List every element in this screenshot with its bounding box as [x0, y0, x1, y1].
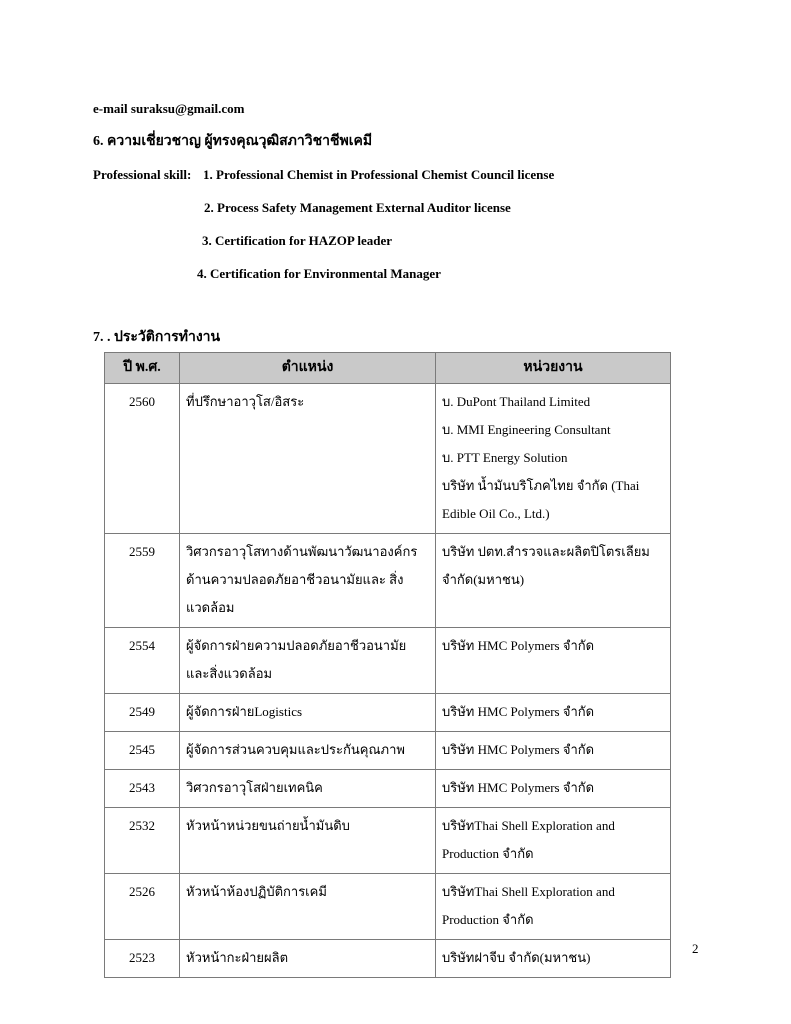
table-row — [105, 770, 671, 808]
section-6-title: 6. ความเชี่ยวชาญ ผู้ทรงคุณวุฒิสภาวิชาชีพเคมี — [93, 134, 373, 149]
organization-line: บริษัทThai Shell Exploration and Production จำกัด — [442, 818, 615, 861]
work-history-table — [104, 352, 671, 978]
organization-cell — [436, 808, 671, 874]
organization-cell — [436, 384, 671, 534]
header-organization: หน่วยงาน — [436, 353, 671, 384]
organization-line: Edible Oil Co., Ltd.) — [442, 506, 550, 521]
header-position: ตำแหน่ง — [180, 353, 436, 384]
year-cell: 2559 — [105, 534, 180, 628]
year-cell: 2543 — [105, 770, 180, 808]
organization-line: บริษัท HMC Polymers จำกัด — [442, 742, 595, 757]
organization-line: บ. DuPont Thailand Limited — [442, 394, 591, 409]
organization-line: บริษัทฝาจีบ จำกัด(มหาชน) — [442, 950, 591, 965]
year-cell: 2526 — [105, 874, 180, 940]
work-history-rows — [105, 384, 671, 978]
professional-skill-item: 1. Professional Chemist in Professional Chemist Council license — [203, 167, 555, 182]
section-7-title: 7. . ประวัติการทำงาน — [93, 330, 221, 345]
organization-line: บริษัท HMC Polymers จำกัด — [442, 638, 595, 653]
year-cell: 2523 — [105, 940, 180, 978]
position-cell: ผู้จัดการฝ่ายLogistics — [180, 694, 436, 732]
table-row — [105, 874, 671, 940]
table-row — [105, 808, 671, 874]
position-cell: หัวหน้าห้องปฏิบัติการเคมี — [180, 874, 436, 940]
organization-cell — [436, 534, 671, 628]
organization-line: บริษัท ปตท.สำรวจและผลิตปิโตรเลียม จำกัด(มหาชน) — [442, 544, 650, 587]
organization-cell — [436, 874, 671, 940]
organization-cell — [436, 694, 671, 732]
organization-cell — [436, 732, 671, 770]
position-cell: หัวหน้าหน่วยขนถ่ายน้ำมันดิบ — [180, 808, 436, 874]
position-cell: ผู้จัดการส่วนควบคุมและประกันคุณภาพ — [180, 732, 436, 770]
position-cell: หัวหน้ากะฝ่ายผลิต — [180, 940, 436, 978]
professional-skill-item: 3. Certification for HAZOP leader — [202, 233, 393, 248]
organization-line: บริษัท HMC Polymers จำกัด — [442, 704, 595, 719]
table-row — [105, 628, 671, 694]
professional-skill-item: 2. Process Safety Management External Auditor license — [204, 200, 511, 215]
email-line: e-mail suraksu@gmail.com — [93, 101, 245, 116]
professional-skill-item: 4. Certification for Environmental Manager — [197, 266, 441, 281]
year-cell: 2549 — [105, 694, 180, 732]
organization-cell — [436, 770, 671, 808]
year-cell: 2545 — [105, 732, 180, 770]
table-row — [105, 940, 671, 978]
position-cell: วิศวกรอาวุโสฝ่ายเทคนิค — [180, 770, 436, 808]
organization-line: บ. MMI Engineering Consultant — [442, 422, 611, 437]
year-cell: 2560 — [105, 384, 180, 534]
organization-line: บริษัท น้ำมันบริโภคไทย จำกัด (Thai — [442, 478, 640, 493]
table-row — [105, 732, 671, 770]
header-year: ปี พ.ศ. — [105, 353, 180, 384]
organization-line: บ. PTT Energy Solution — [442, 450, 568, 465]
position-cell: ผู้จัดการฝ่ายความปลอดภัยอาชีวอนามัย และสิ่งแวดล้อม — [180, 628, 436, 694]
table-row — [105, 534, 671, 628]
table-row — [105, 384, 671, 534]
professional-skill-label: Professional skill: — [93, 167, 192, 182]
organization-cell — [436, 628, 671, 694]
organization-line: บริษัทThai Shell Exploration and Production จำกัด — [442, 884, 615, 927]
table-header-row — [105, 353, 671, 384]
table-row — [105, 694, 671, 732]
organization-cell — [436, 940, 671, 978]
year-cell: 2532 — [105, 808, 180, 874]
organization-line: บริษัท HMC Polymers จำกัด — [442, 780, 595, 795]
year-cell: 2554 — [105, 628, 180, 694]
position-cell: วิศวกรอาวุโสทางด้านพัฒนาวัฒนาองค์กร ด้านความปลอดภัยอาชีวอนามัยและ สิ่งแวดล้อม — [180, 534, 436, 628]
page-number: 2 — [692, 941, 699, 956]
position-cell: ที่ปรึกษาอาวุโส/อิสระ — [180, 384, 436, 534]
